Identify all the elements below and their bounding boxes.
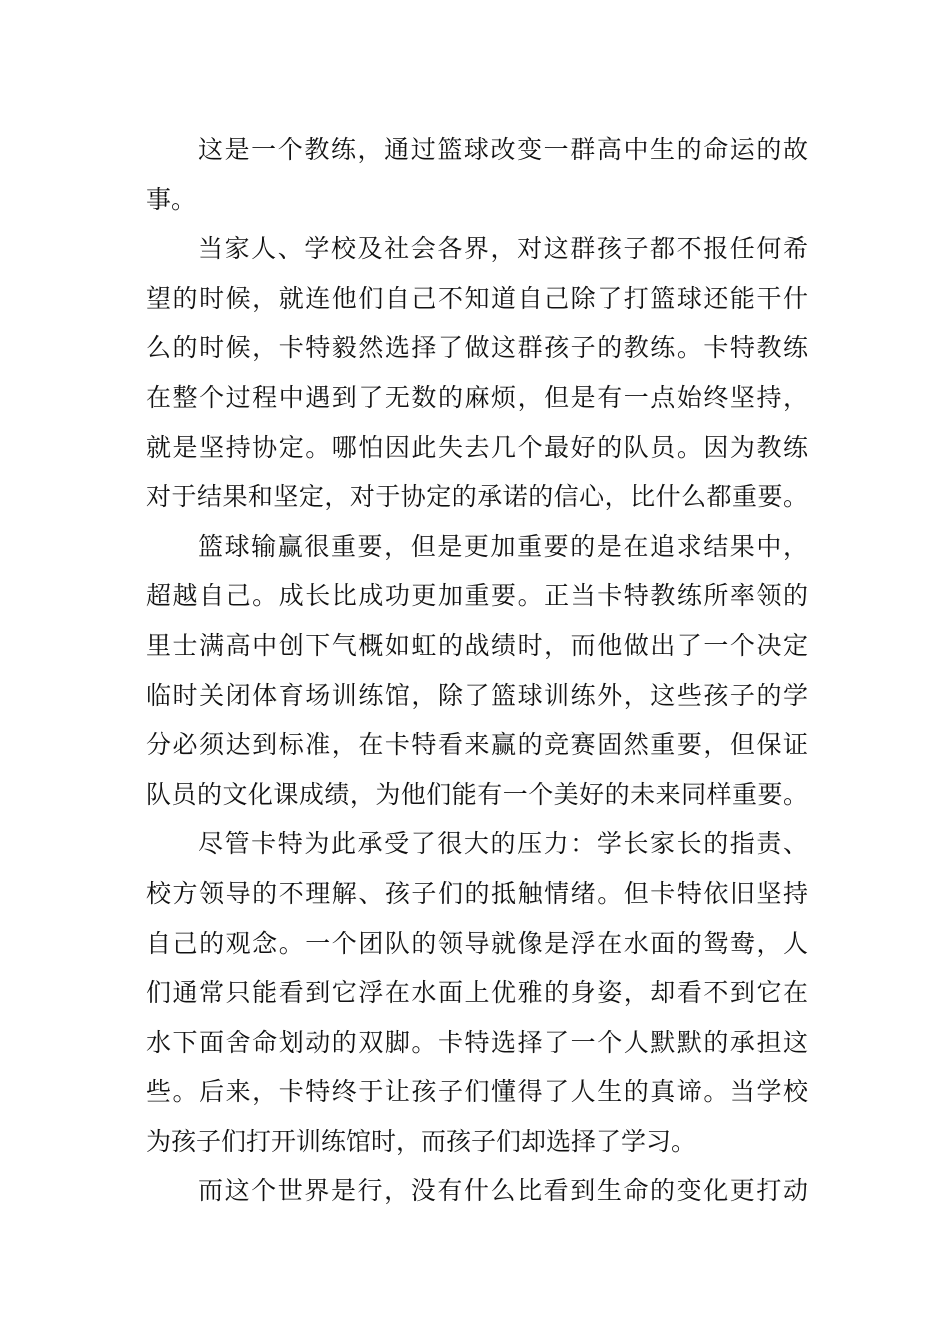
body-text <box>146 125 808 1216</box>
text-line: 些。后来，卡特终于让孩子们懂得了人生的真谛。当学校 <box>146 1077 808 1107</box>
text-line: 水下面舍命划动的双脚。卡特选择了一个人默默的承担这 <box>146 1027 808 1057</box>
text-line: 队员的文化课成绩，为他们能有一个美好的未来同样重要。 <box>146 779 808 809</box>
text-line: 为孩子们打开训练馆时，而孩子们却选择了学习。 <box>146 1126 697 1156</box>
text-line: 这是一个教练，通过篮球改变一群高中生的命运的故 <box>198 135 808 164</box>
text-line: 就是坚持协定。哪怕因此失去几个最好的队员。因为教练 <box>146 432 808 462</box>
text-line: 自己的观念。一个团队的领导就像是浮在水面的鸳鸯，人 <box>146 928 808 958</box>
text-line: 么的时候，卡特毅然选择了做这群孩子的教练。卡特教练 <box>146 333 808 363</box>
text-line: 当家人、学校及社会各界，对这群孩子都不报任何希 <box>198 234 808 264</box>
text-line: 临时关闭体育场训练馆，除了篮球训练外，这些孩子的学 <box>146 680 808 710</box>
text-line: 而这个世界是行，没有什么比看到生命的变化更打动 <box>198 1176 808 1206</box>
paragraph-2 <box>146 224 808 522</box>
paragraph-1 <box>146 125 808 224</box>
text-line: 超越自己。成长比成功更加重要。正当卡特教练所率领的 <box>146 581 808 611</box>
paragraph-4 <box>146 819 808 1166</box>
text-line: 对于结果和坚定，对于协定的承诺的信心，比什么都重要。 <box>146 482 808 512</box>
text-line: 校方领导的不理解、孩子们的抵触情绪。但卡特依旧坚持 <box>146 878 808 908</box>
text-line: 望的时候，就连他们自己不知道自己除了打篮球还能干什 <box>146 283 808 313</box>
text-line: 在整个过程中遇到了无数的麻烦，但是有一点始终坚持， <box>146 382 808 412</box>
text-line: 们通常只能看到它浮在水面上优雅的身姿，却看不到它在 <box>146 978 808 1008</box>
paragraph-5 <box>146 1166 808 1216</box>
text-line: 篮球输赢很重要，但是更加重要的是在追求结果中， <box>198 531 808 561</box>
text-line: 分必须达到标准，在卡特看来赢的竞赛固然重要，但保证 <box>146 730 808 760</box>
text-line: 里士满高中创下气概如虹的战绩时，而他做出了一个决定 <box>146 630 808 660</box>
paragraph-3 <box>146 522 808 820</box>
text-line: 事。 <box>146 184 197 214</box>
text-line: 尽管卡特为此承受了很大的压力：学长家长的指责、 <box>198 829 808 859</box>
